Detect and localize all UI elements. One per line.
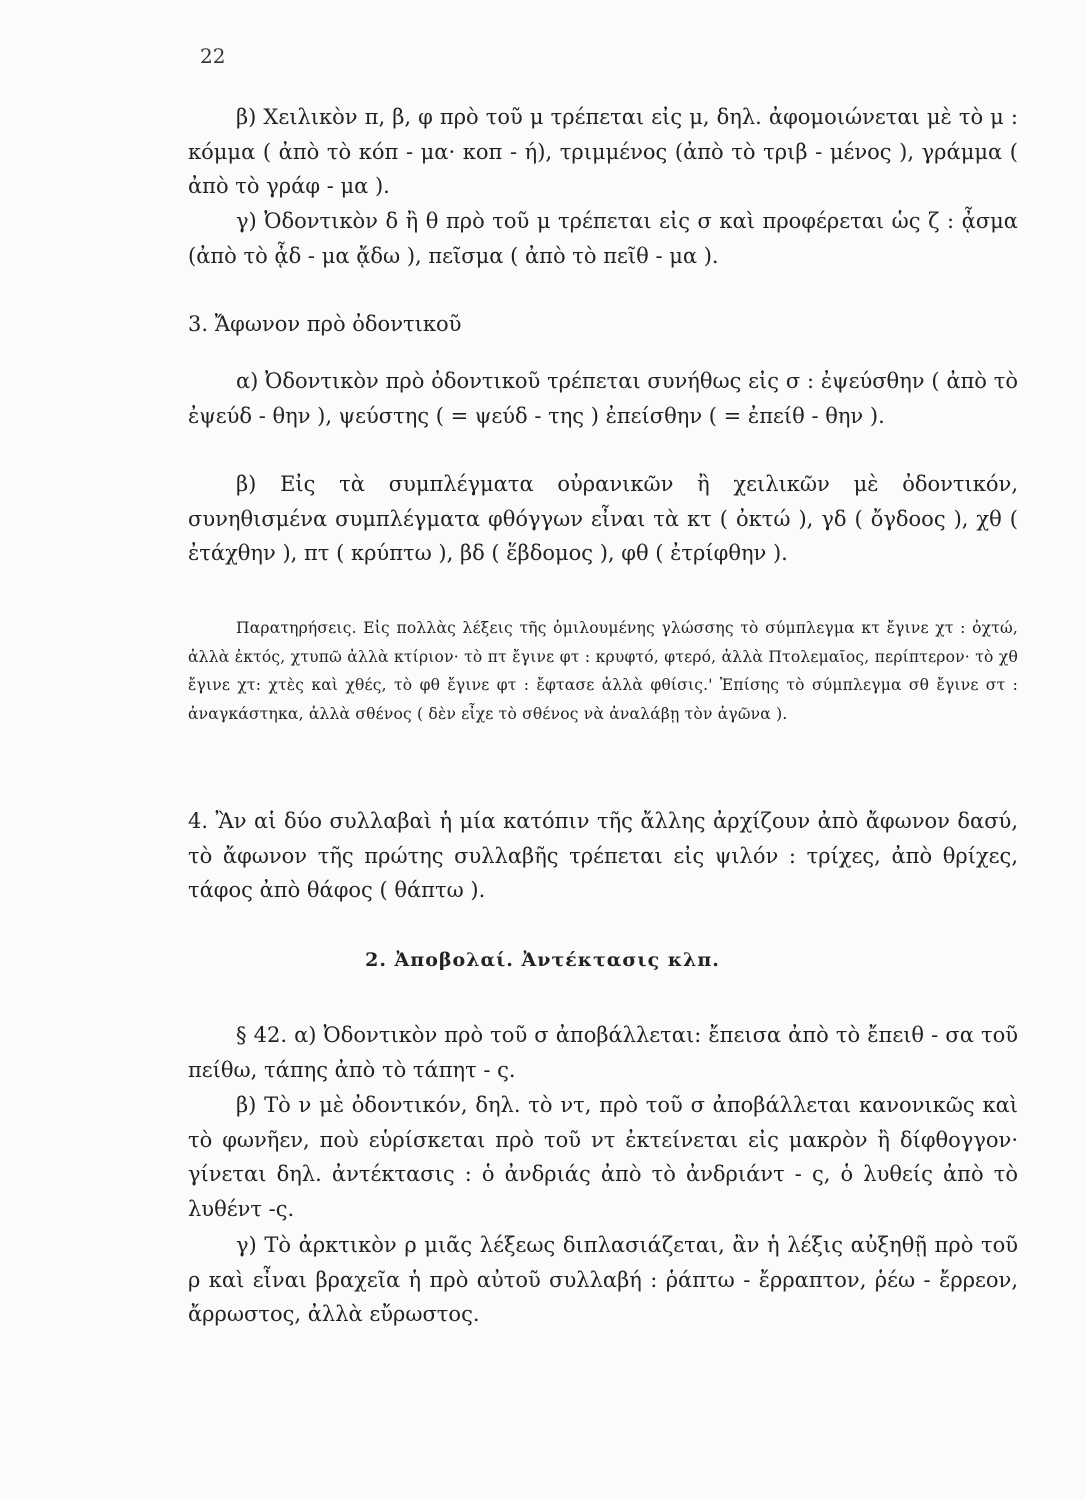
paragraph-text: γ) Ὀδοντικὸν δ ἢ θ πρὸ τοῦ μ τρέπεται εἰς σ καὶ προφέρεται ὡς ζ : ᾆσμα (ἀπὸ τὸ ᾆδ - μα ᾄδω ), πεῖσμα ( ἀπὸ τὸ πεῖθ - μα ).: [188, 209, 1018, 268]
paragraph-text: α) Ὀδοντικὸν πρὸ ὀδοντικοῦ τρέπεται συνήθως εἰς σ : ἐψεύσθην ( ἀπὸ τὸ ἐψεύδ - θην ), ψεύστης ( = ψεύδ - της ) ἐπείσθην ( = ἐπείθ - θην ).: [188, 369, 1018, 428]
paragraph-text: Παρατηρήσεις. Εἰς πολλὰς λέξεις τῆς ὁμιλουμένης γλώσσης τὸ σύμπλεγμα κτ ἔγινε χτ : ὀχτώ, ἀλλὰ ἐκτός, χτυπῶ ἀλλὰ κτίριον· τὸ πτ ἔγινε φτ : κρυφτό, φτερό, ἀλλὰ Πτολεμαῖος, περίπτερον· τὸ χθ ἔγινε χτ: χτὲς καὶ χθές, τὸ φθ ἔγινε φτ : ἔφτασε ἀλλὰ φθίσις.' Ἐπίσης τὸ σύμπλεγμα σθ ἔγινε στ : ἀναγκάστηκα, ἀλλὰ σθένος ( δὲν εἶχε τὸ σθένος νὰ ἀναλάβῃ τὸν ἀγῶνα ).: [188, 619, 1018, 723]
remarks-paragraph: [188, 614, 1018, 728]
paragraph-text: β) Τὸ ν μὲ ὀδοντικόν, δηλ. τὸ ντ, πρὸ τοῦ σ ἀποβάλλεται κανονικῶς καὶ τὸ φωνῆεν, ποὺ εὑρίσκεται πρὸ τοῦ ντ ἐκτείνεται εἰς μακρὸν ἢ δίφθογγον· γίνεται δηλ. ἀντέκτασις : ὁ ἀνδριάς ἀπὸ τὸ ἀνδριάντ - ς, ὁ λυθείς ἀπὸ τὸ λυθέντ -ς.: [188, 1093, 1018, 1221]
paragraph-text: 4. Ἂν αἱ δύο συλλαβαὶ ἡ μία κατόπιν τῆς ἄλλης ἀρχίζουν ἀπὸ ἄφωνον δασύ, τὸ ἄφωνον τῆς πρώτης συλλαβῆς τρέπεται εἰς ψιλόν : τρίχες, ἀπὸ θρίχες, τάφος ἀπὸ θάφος ( θάπτω ).: [188, 809, 1018, 902]
paragraph-beta-clusters: [188, 467, 1018, 571]
page-number: 22: [200, 44, 226, 68]
paragraph-text: β) Εἰς τὰ συμπλέγματα οὐρανικῶν ἢ χειλικῶν μὲ ὀδοντικόν, συνηθισμένα συμπλέγματα φθόγγων εἶναι τὰ κτ ( ὀκτώ ), γδ ( ὄγδοος ), χθ ( ἐτάχθην ), πτ ( κρύπτω ), βδ ( ἕβδομος ), φθ ( ἐτρίφθην ).: [188, 472, 1018, 565]
section-4-paragraph: [188, 804, 1018, 908]
paragraph-beta-labials: [188, 100, 1018, 204]
section-heading-apovolai: 2. Ἀποβολαί. Ἀντέκτασις κλπ.: [365, 949, 720, 971]
paragraph-gamma-dentals: [188, 204, 1018, 273]
paragraph-text: 3. Ἄφωνον πρὸ ὀδοντικοῦ: [188, 312, 462, 336]
paragraph-text: γ) Τὸ ἀρκτικὸν ρ μιᾶς λέξεως διπλασιάζεται, ἂν ἡ λέξις αὐξηθῇ πρὸ τοῦ ρ καὶ εἶναι βραχεῖα ἡ πρὸ αὐτοῦ συλλαβή : ῥάπτω - ἔρραπτον, ῥέω - ἔρρεον, ἄρρωστος, ἀλλὰ εὔρωστος.: [188, 1233, 1018, 1326]
paragraph-text: § 42. α) Ὀδοντικὸν πρὸ τοῦ σ ἀποβάλλεται: ἔπεισα ἀπὸ τὸ ἔπειθ - σα τοῦ πείθω, τάπης ἀπὸ τὸ τάπητ - ς.: [188, 1023, 1018, 1082]
paragraph-section-42-alpha: [188, 1018, 1018, 1087]
paragraph-alpha-dental-before-dental: [188, 364, 1018, 433]
section-3-heading: [188, 307, 1018, 342]
paragraph-text: β) Χειλικὸν π, β, φ πρὸ τοῦ μ τρέπεται εἰς μ, δηλ. ἀφομοιώνεται μὲ τὸ μ : κόμμα ( ἀπὸ τὸ κόπ - μα· κοπ - ή), τριμμένος (ἀπὸ τὸ τριβ - μένος ), γράμμα ( ἀπὸ τὸ γράφ - μα ).: [188, 105, 1018, 198]
paragraph-42-beta: [188, 1088, 1018, 1226]
paragraph-42-gamma: [188, 1228, 1018, 1332]
